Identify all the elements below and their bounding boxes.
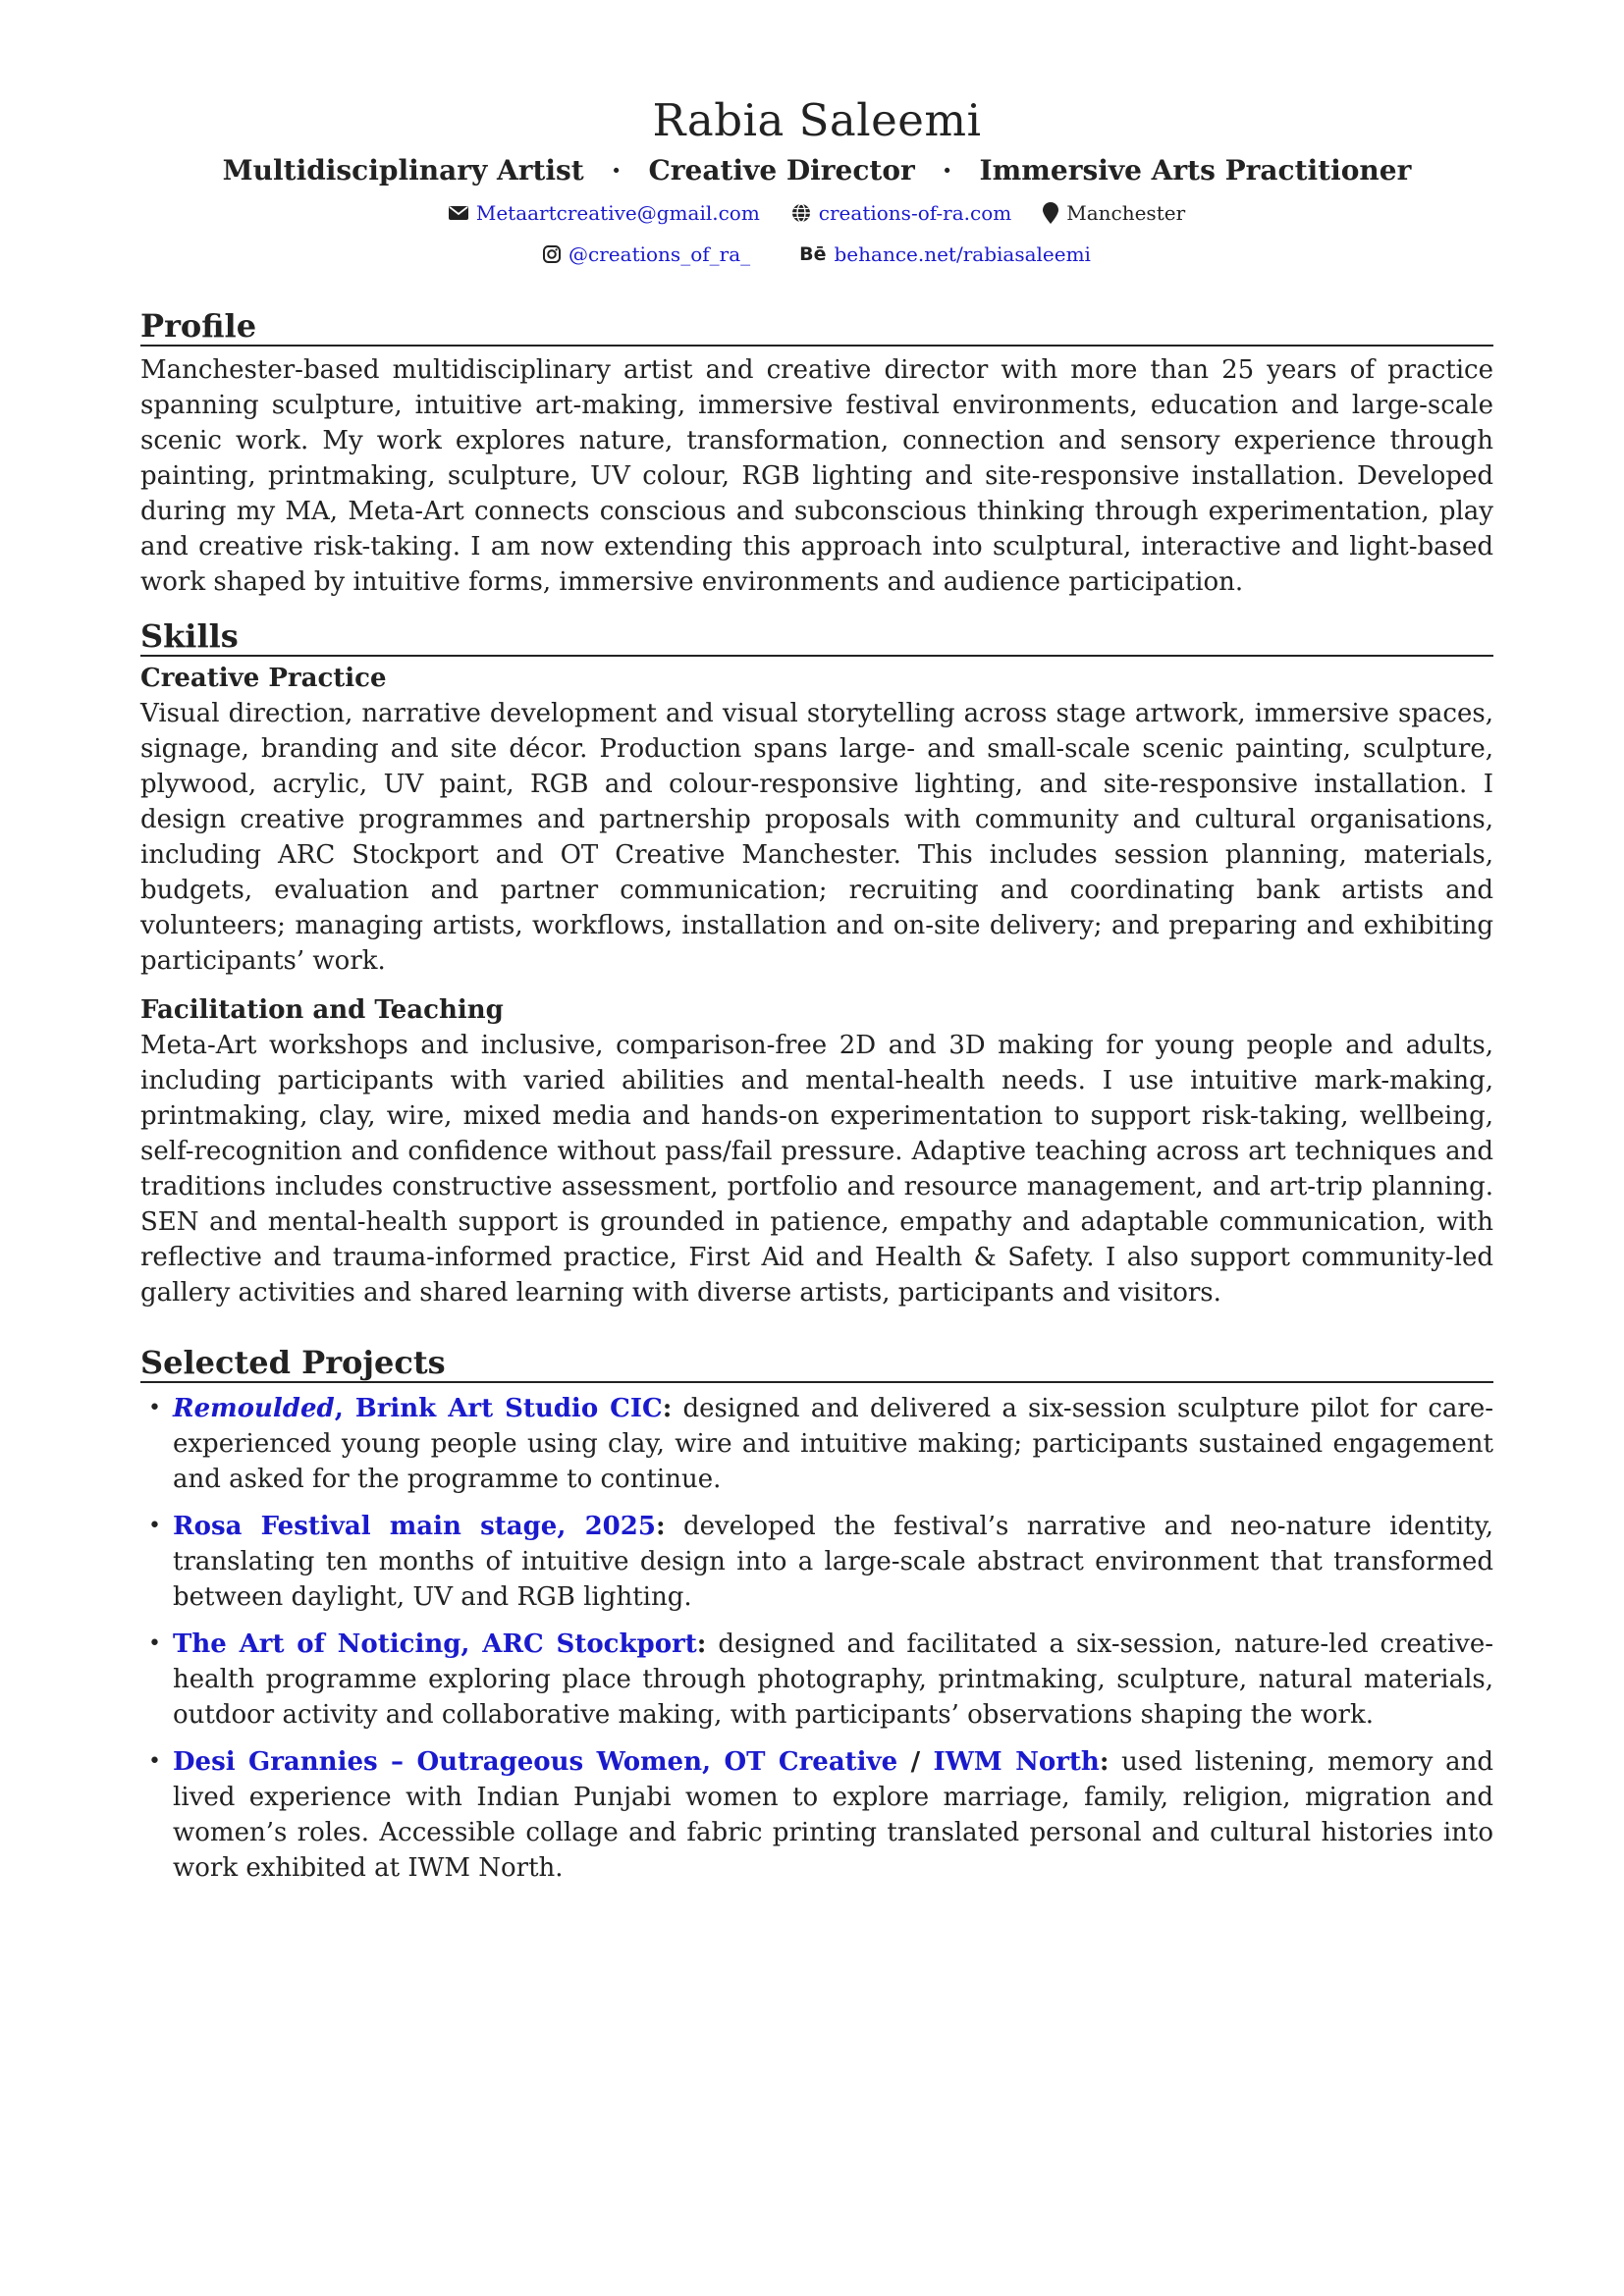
role-1: Multidisciplinary Artist [222,154,584,187]
envelope-icon [449,205,468,221]
project-title-link[interactable] [173,1394,663,1423]
website-contact [791,198,1011,228]
subsection-title-facilitation: Facilitation and Teaching [140,995,504,1025]
project-title-rest: , Brink Art Studio CIC [334,1394,663,1423]
role-separator: · [942,154,952,187]
behance-contact [799,240,1091,269]
bullet: • [148,1514,161,1538]
instagram-icon [543,245,561,263]
contact-row-1 [140,198,1493,228]
project-description: designed and delivered a six-session sculpture pilot for care-experienced young people using clay, wire and intuitive making; participants sustained engagement and asked for the programme to continue. [173,1394,1494,1494]
role-2: Creative Director [648,154,915,187]
roles-line [140,153,1493,188]
behance-icon: Bē [799,243,827,265]
section-title-projects: Selected Projects [140,1344,1493,1383]
resume-page [140,94,1493,1897]
location-contact [1043,198,1185,228]
role-separator: · [611,154,622,187]
list-item: • The Art of Noticing, ARC Stockport: designed and facilitated a six-session, nature-led creative-health programme exploring place through photography, printmaking, sculpture, natural materials, outdoor activity and collaborative making, with participants’ observations shaping the work. [140,1627,1493,1733]
role-3: Immersive Arts Practitioner [979,154,1412,187]
email-contact [449,198,760,228]
profile-section [140,307,1493,600]
creative-practice-text: Visual direction, narrative development and visual storytelling across stage artwork, immersive spaces, signage, branding and site décor. Production spans large- and small-scale scenic painting, sculpture, plywood, acrylic, UV paint, RGB and colour-responsive lighting, and site-responsive installation. I design creative programmes and partnership proposals with community and cultural organisations, including ARC Stockport and OT Creative Manchester. This includes session planning, materials, budgets, evaluation and partner communication; recruiting and coordinating bank artists and volunteers; managing artists, workflows, installation and on-site delivery; and preparing and exhibiting participants’ work. [140,699,1493,976]
instagram-contact [543,240,750,269]
skills-section [140,617,1493,1310]
project-description: designed and facilitated a six-session, nature-led creative-health programme exploring place through photography, printmaking, sculpture, natural materials, outdoor activity and collaborative making, with participants’ observations shaping the work. [173,1629,1493,1730]
projects-list [140,1391,1493,1886]
person-name: Rabia Saleemi [652,94,982,146]
project-description: used listening, memory and lived experience with Indian Punjabi women to explore marriage, family, religion, migration and women’s roles. Accessible collage and fabric printing translated personal and cultural histories into work exhibited at IWM North. [173,1747,1493,1883]
website-link[interactable]: creations-of-ra.com [818,201,1012,225]
title-separator: / [897,1747,934,1777]
project-description: developed the festival’s narrative and neo-nature identity, translating ten months of intuitive design into a large-scale abstract environment that transformed between daylight, UV and RGB lighting. [173,1512,1494,1612]
facilitation-text: Meta-Art workshops and inclusive, comparison-free 2D and 3D making for young people and adults, including participants with varied abilities and mental-health needs. I use intuitive mark-making, printmaking, clay, wire, mixed media and hands-on experimentation to support risk-taking, wellbeing, self-recognition and confidence without pass/fail pressure. Adaptive teaching across art techniques and traditions includes constructive assessment, portfolio and resource management, and art-trip planning. SEN and mental-health support is grounded in patience, empathy and adaptable communication, with reflective and trauma-informed practice, First Aid and Health & Safety. I also support community-led gallery activities and shared learning with diverse artists, participants and visitors. [140,1031,1493,1308]
project-title-link[interactable]: Rosa Festival main stage, 2025 [173,1512,656,1541]
map-pin-icon [1043,202,1058,224]
behance-link[interactable]: behance.net/rabiasaleemi [834,242,1091,266]
contact-row-2 [140,240,1493,269]
instagram-link[interactable]: @creations_of_ra_ [568,242,751,266]
bullet: • [148,1631,161,1656]
subsection-title-creative-practice: Creative Practice [140,664,387,693]
project-title-link-secondary[interactable]: IWM North [933,1747,1100,1777]
list-item: • Rosa Festival main stage, 2025: developed the festival’s narrative and neo-nature identity, translating ten months of intuitive design into a large-scale abstract environment that transformed between daylight, UV and RGB lighting. [140,1509,1493,1615]
list-item: • Desi Grannies – Outrageous Women, OT Creative / IWM North: used listening, memory and lived experience with Indian Punjabi women to explore marriage, family, religion, migration and women’s roles. Accessible collage and fabric printing translated personal and cultural histories into work exhibited at IWM North. [140,1744,1493,1886]
location-text: Manchester [1066,201,1186,225]
list-item: • Remoulded, Brink Art Studio CIC: designed and delivered a six-session sculpture pilot for care-experienced young people using clay, wire and intuitive making; participants sustained engagement and asked for the programme to continue. [140,1391,1493,1497]
project-title-italic: Remoulded [173,1394,335,1423]
section-title-skills: Skills [140,617,1493,657]
globe-icon [791,203,811,223]
section-title-profile: Profile [140,307,1493,347]
bullet: • [148,1396,161,1420]
bullet: • [148,1749,161,1774]
projects-section [140,1344,1493,1886]
email-link[interactable]: Metaartcreative@gmail.com [475,201,760,225]
profile-text: Manchester-based multidisciplinary artist and creative director with more than 25 years of practice spanning sculpture, intuitive art-making, immersive festival environments, education and large-scale scenic work. My work explores nature, transformation, connection and sensory experience through painting, printmaking, sculpture, UV colour, RGB lighting and site-responsive installation. Developed during my MA, Meta-Art connects conscious and subconscious thinking through experimentation, play and creative risk-taking. I am now extending this approach into sculptural, interactive and light-based work shaped by intuitive forms, immersive environments and audience participation. [140,355,1493,597]
project-title-link[interactable]: Desi Grannies – Outrageous Women, OT Creative [173,1747,898,1777]
project-title-link[interactable]: The Art of Noticing, ARC Stockport [173,1629,697,1659]
